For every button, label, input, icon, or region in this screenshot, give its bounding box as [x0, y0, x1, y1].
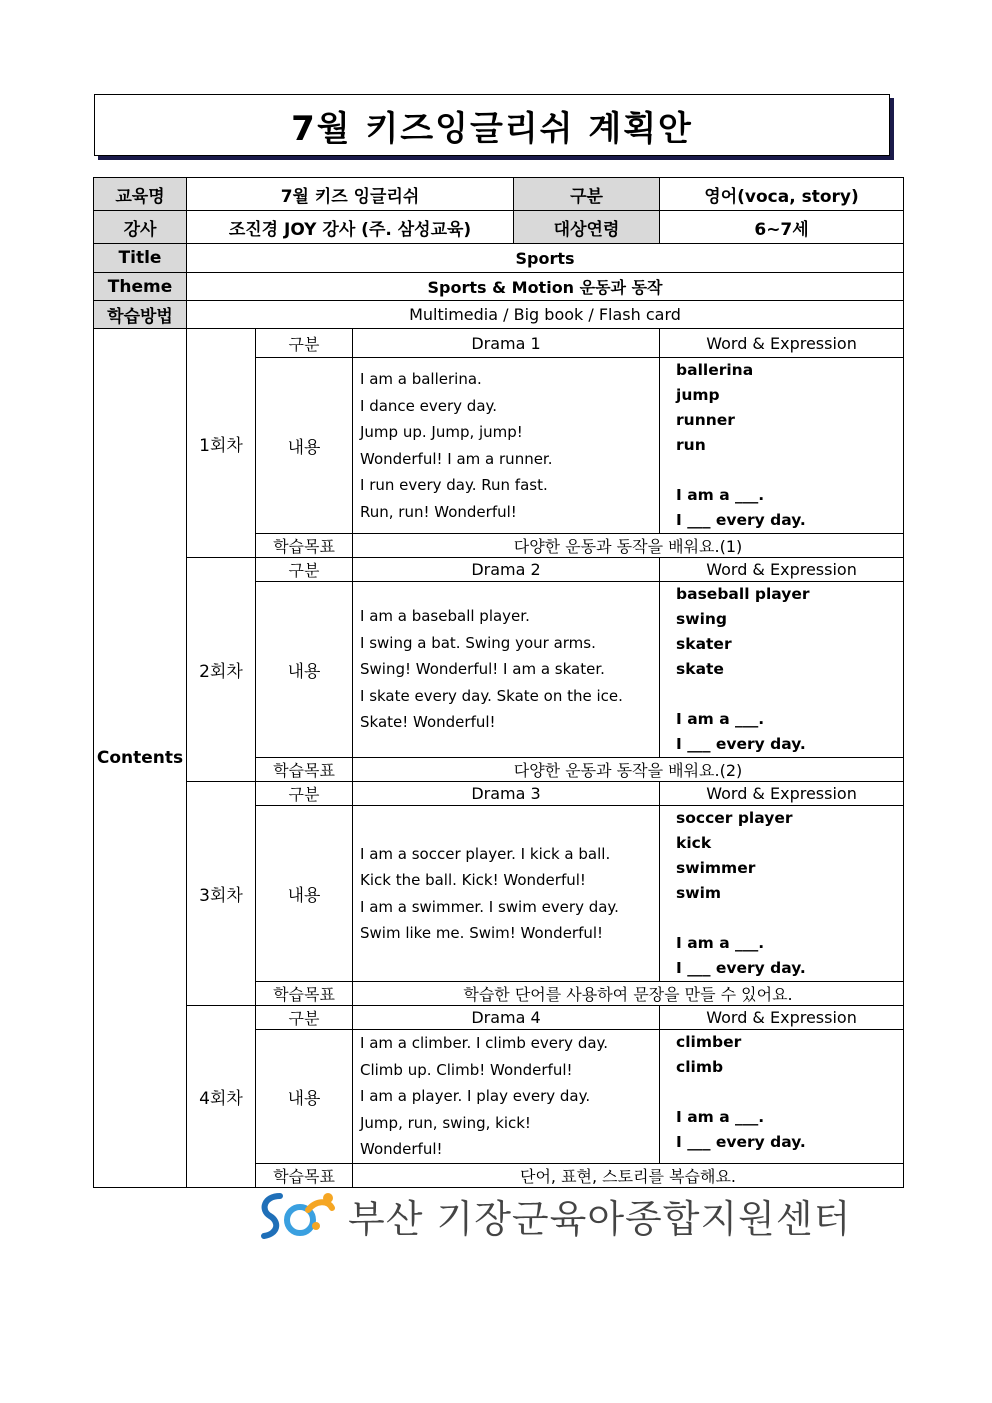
drama-line: I am a baseball player. — [360, 607, 530, 626]
drama-line: Swim like me. Swim! Wonderful! — [360, 924, 604, 942]
label-age: 대상연령 — [514, 211, 660, 244]
drama-line: Jump, run, swing, kick! — [360, 1113, 531, 1132]
teacher-value: 조진경 JOY 강사 (주. 삼성교육) — [187, 211, 514, 244]
word-item: I am a ___. — [676, 710, 765, 728]
footer-org-name: 부산 기장군육아종합지원센터 — [348, 1197, 852, 1241]
label-theme: Theme — [94, 273, 187, 301]
drama-title: Drama 3 — [353, 782, 660, 806]
word-item: I ___ every day. — [676, 1133, 806, 1151]
theme-value: Sports & Motion 운동과 동작 — [187, 273, 904, 301]
drama-line: Swing! Wonderful! I am a skater. — [360, 660, 605, 679]
session-name: 1회차 — [187, 329, 256, 558]
word-item — [676, 1080, 903, 1105]
goal-label: 학습목표 — [256, 1163, 353, 1187]
goal-value: 학습한 단어를 사용하여 문장을 만들 수 있어요. — [353, 982, 904, 1006]
word-item — [676, 682, 903, 707]
label-method: 학습방법 — [94, 301, 187, 329]
content-label: 내용 — [256, 806, 353, 982]
word-item: jump — [676, 386, 720, 404]
word-expression-header: Word & Expression — [660, 329, 904, 358]
col-category-label: 구분 — [256, 558, 353, 582]
word-item: I am a ___. — [676, 934, 765, 952]
word-list — [660, 1030, 904, 1164]
contents-label: Contents — [94, 329, 187, 1188]
word-item — [676, 458, 903, 483]
label-course: 교육명 — [94, 178, 187, 211]
session-name: 4회차 — [187, 1006, 256, 1188]
drama-line: Wonderful! I am a runner. — [360, 449, 553, 468]
word-item: soccer player — [676, 809, 793, 827]
drama-line: I am a climber. I climb every day. — [360, 1034, 609, 1052]
drama-lines — [353, 1030, 660, 1164]
goal-value: 다양한 운동과 동작을 배워요.(1) — [353, 534, 904, 558]
word-item: I ___ every day. — [676, 511, 806, 529]
drama-title: Drama 4 — [353, 1006, 660, 1030]
drama-line: I am a player. I play every day. — [360, 1087, 591, 1105]
drama-line: Climb up. Climb! Wonderful! — [360, 1060, 573, 1079]
word-item: swim — [676, 884, 722, 902]
word-item: climber — [676, 1033, 742, 1051]
session-name: 2회차 — [187, 558, 256, 782]
goal-label: 학습목표 — [256, 758, 353, 782]
word-item: I ___ every day. — [676, 959, 806, 977]
drama-lines — [353, 582, 660, 758]
drama-line: Wonderful! — [360, 1140, 443, 1158]
plan-table — [93, 177, 904, 1188]
drama-line: I swing a bat. Swing your arms. — [360, 633, 596, 652]
document-title: 7월 키즈잉글리쉬 계획안 — [291, 108, 693, 149]
word-item: kick — [676, 834, 712, 852]
goal-value: 다양한 운동과 동작을 배워요.(2) — [353, 758, 904, 782]
word-item: I am a ___. — [676, 1108, 765, 1126]
word-item: skater — [676, 635, 732, 653]
course-value: 7월 키즈 잉글리쉬 — [187, 178, 514, 211]
word-item: run — [676, 436, 706, 454]
age-value: 6~7세 — [660, 211, 904, 244]
word-expression-header: Word & Expression — [660, 558, 904, 582]
drama-line: I am a soccer player. I kick a ball. — [360, 844, 611, 863]
sci-logo-icon — [258, 1190, 338, 1242]
word-item: climb — [676, 1058, 724, 1076]
col-category-label: 구분 — [256, 782, 353, 806]
word-item — [676, 906, 903, 931]
word-list — [660, 806, 904, 982]
document-title-box — [94, 94, 890, 156]
word-item: I ___ every day. — [676, 735, 806, 753]
goal-label: 학습목표 — [256, 534, 353, 558]
drama-lines — [353, 806, 660, 982]
drama-line: I am a swimmer. I swim every day. — [360, 897, 619, 916]
word-expression-header: Word & Expression — [660, 782, 904, 806]
label-title: Title — [94, 244, 187, 273]
word-item: ballerina — [676, 361, 754, 379]
label-teacher: 강사 — [94, 211, 187, 244]
footer — [258, 1188, 851, 1243]
word-item: swimmer — [676, 859, 756, 877]
method-value: Multimedia / Big book / Flash card — [187, 301, 904, 329]
col-category-label: 구분 — [256, 1006, 353, 1030]
category-value: 영어(voca, story) — [660, 178, 904, 211]
label-category: 구분 — [514, 178, 660, 211]
col-category-label: 구분 — [256, 329, 353, 358]
drama-line: Skate! Wonderful! — [360, 713, 496, 732]
word-expression-header: Word & Expression — [660, 1006, 904, 1030]
goal-label: 학습목표 — [256, 982, 353, 1006]
word-item: skate — [676, 660, 724, 678]
content-label: 내용 — [256, 582, 353, 758]
drama-line: I dance every day. — [360, 396, 498, 415]
word-item: I am a ___. — [676, 486, 765, 504]
drama-title: Drama 2 — [353, 558, 660, 582]
title-value: Sports — [187, 244, 904, 273]
drama-line: I skate every day. Skate on the ice. — [360, 686, 623, 705]
content-label: 내용 — [256, 358, 353, 534]
word-item: swing — [676, 610, 728, 628]
drama-line: Run, run! Wonderful! — [360, 502, 517, 521]
content-label: 내용 — [256, 1030, 353, 1164]
drama-line: I run every day. Run fast. — [360, 476, 548, 494]
drama-title: Drama 1 — [353, 329, 660, 358]
goal-value: 단어, 표현, 스토리를 복습해요. — [353, 1163, 904, 1187]
session-name: 3회차 — [187, 782, 256, 1006]
word-list — [660, 582, 904, 758]
word-item: baseball player — [676, 585, 810, 603]
word-item: runner — [676, 411, 735, 429]
drama-line: Jump up. Jump, jump! — [360, 423, 523, 441]
drama-line: Kick the ball. Kick! Wonderful! — [360, 871, 586, 889]
drama-lines — [353, 358, 660, 534]
word-list — [660, 358, 904, 534]
drama-line: I am a ballerina. — [360, 370, 482, 388]
